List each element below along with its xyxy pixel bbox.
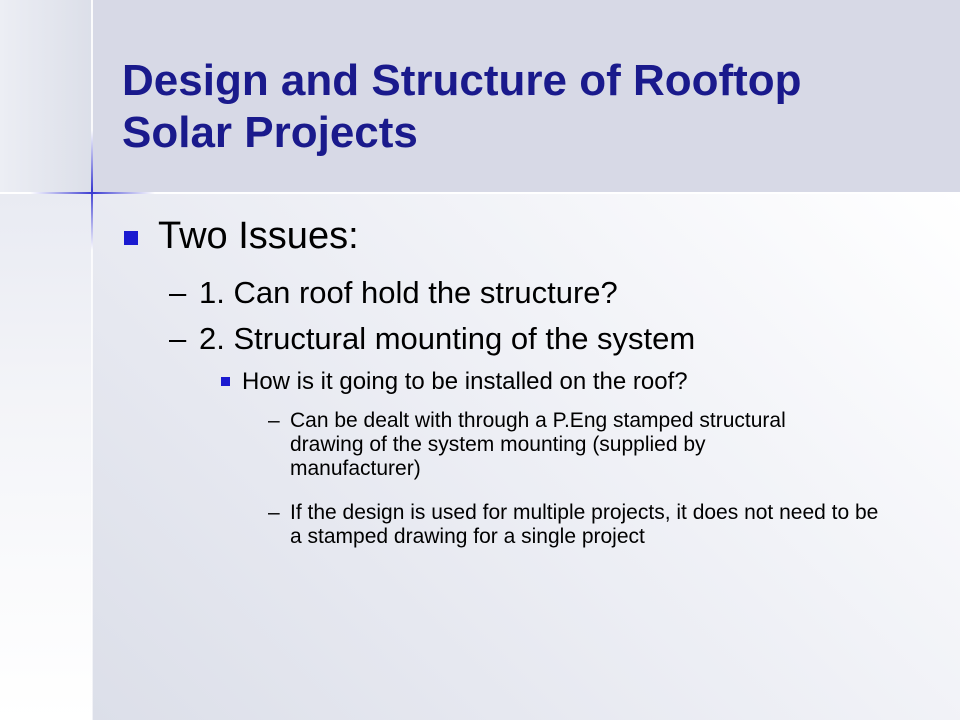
dash-marker: – xyxy=(268,501,280,524)
bullet-level4-multiple-projects: If the design is used for multiple projects, it does not need to be a stamped drawing for a single project xyxy=(290,501,879,548)
dash-marker: – xyxy=(169,275,187,310)
bullet-level4-stamped-drawing: Can be dealt with through a P.Eng stamped structural drawing of the system mounting (supplied by manufacturer) xyxy=(290,409,786,480)
square-bullet-icon xyxy=(221,377,230,386)
dash-marker: – xyxy=(268,409,280,432)
slide-title: Design and Structure of Rooftop Solar Projects xyxy=(122,56,802,157)
bullet-level2-structural-mounting: 2. Structural mounting of the system xyxy=(199,321,696,356)
dash-marker: – xyxy=(169,321,187,356)
square-bullet-icon xyxy=(124,231,138,245)
bullet-level3-installation: How is it going to be installed on the roof? xyxy=(242,368,688,395)
bullet-level1-two-issues: Two Issues: xyxy=(158,215,359,257)
bullet-level2-roof-hold: 1. Can roof hold the structure? xyxy=(199,275,618,310)
